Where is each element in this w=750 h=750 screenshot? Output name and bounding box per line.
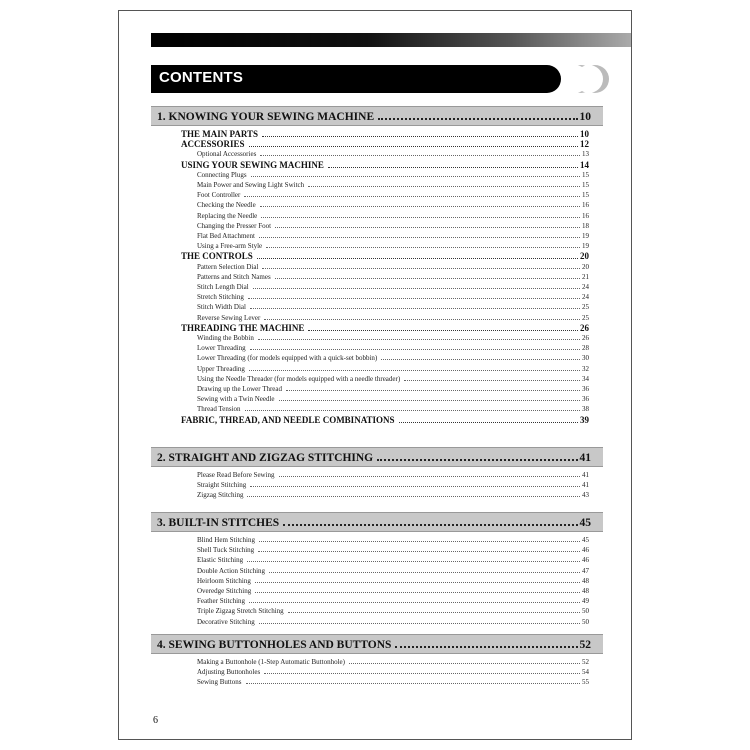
dot-leader xyxy=(264,672,580,674)
toc-entry[interactable] xyxy=(197,676,589,686)
toc-entry-title: Flat Bed Attachment xyxy=(197,232,255,240)
toc-entry-title: Checking the Needle xyxy=(197,201,256,210)
header-bar xyxy=(151,33,631,47)
toc-entry-page: 16 xyxy=(582,201,589,210)
toc-entry-page: 24 xyxy=(582,283,589,291)
toc-entry-title: Straight Stitching xyxy=(197,481,247,490)
toc-entry[interactable] xyxy=(197,393,589,403)
toc-entry[interactable] xyxy=(197,656,589,666)
toc-section-title: 1. KNOWING YOUR SEWING MACHINE xyxy=(157,111,375,123)
toc-entry-page: 41 xyxy=(582,471,589,479)
toc-entry[interactable] xyxy=(197,383,589,393)
toc-entry-title: Main Power and Sewing Light Switch xyxy=(197,181,305,189)
toc-entry-page: 18 xyxy=(582,221,589,230)
toc-chapter-title: THREADING THE MACHINE xyxy=(181,322,305,333)
dot-leader xyxy=(253,287,580,289)
toc-entry-page: 15 xyxy=(582,170,589,179)
toc-chapter-page: 20 xyxy=(580,251,589,262)
toc-entry-page: 36 xyxy=(582,385,589,393)
toc-entry-title: Triple Zigzag Stretch Stitching xyxy=(197,607,284,616)
toc-entry[interactable] xyxy=(197,352,589,362)
dot-leader xyxy=(249,601,580,603)
dot-leader xyxy=(259,236,580,238)
manual-page xyxy=(118,10,632,740)
toc-entry-page: 24 xyxy=(582,293,589,302)
toc-entry-page: 20 xyxy=(582,262,589,271)
dot-leader xyxy=(269,571,580,573)
toc-chapter-title: ACCESSORIES xyxy=(181,139,245,150)
dot-leader xyxy=(266,246,580,248)
dot-leader xyxy=(249,145,578,147)
toc-entry[interactable] xyxy=(197,179,589,189)
toc-entry[interactable] xyxy=(197,291,589,301)
toc-entry-page: 30 xyxy=(582,354,589,363)
toc-chapter-title: FABRIC, THREAD, AND NEEDLE COMBINATIONS xyxy=(181,414,395,425)
dot-leader xyxy=(260,154,580,156)
toc-entry-title: Optional Accessories xyxy=(197,150,257,159)
dot-leader xyxy=(247,495,580,497)
toc-entry[interactable] xyxy=(197,281,589,291)
toc-section-title: 4. SEWING BUTTONHOLES AND BUTTONS xyxy=(157,639,392,651)
toc-entry[interactable] xyxy=(197,595,589,605)
toc-entry-title: Upper Threading xyxy=(197,364,245,373)
toc-section[interactable] xyxy=(157,448,591,464)
toc-entry[interactable] xyxy=(197,373,589,383)
dot-leader xyxy=(260,205,580,207)
toc-entry[interactable] xyxy=(197,210,589,220)
toc-entry[interactable] xyxy=(197,240,589,250)
toc-section[interactable] xyxy=(157,513,591,529)
toc-entry-page: 13 xyxy=(582,150,589,159)
toc-entry-page: 19 xyxy=(582,242,589,251)
toc-entry-title: Heirloom Stitching xyxy=(197,576,251,585)
toc-entry[interactable] xyxy=(197,534,589,544)
toc-entry[interactable] xyxy=(197,271,589,281)
dot-leader xyxy=(275,226,580,228)
toc-entry[interactable] xyxy=(197,342,589,352)
toc-entry-title: Winding the Bobbin xyxy=(197,334,254,342)
toc-entry-title: Please Read Before Sewing xyxy=(197,471,275,479)
toc-section-title: 3. BUILT-IN STITCHES xyxy=(157,517,280,529)
dot-leader xyxy=(378,117,577,120)
page-number: 6 xyxy=(153,715,158,726)
dot-leader xyxy=(264,318,580,320)
toc-entry-title: Zigzag Stitching xyxy=(197,491,244,500)
toc-entry-title: Using a Free-arm Style xyxy=(197,242,263,251)
toc-entry[interactable] xyxy=(197,199,589,209)
toc-entry-title: Connecting Plugs xyxy=(197,170,247,179)
toc-entry-page: 45 xyxy=(582,536,589,544)
toc-entry[interactable] xyxy=(197,479,589,489)
dot-leader xyxy=(279,399,580,401)
toc-entry-title: Blind Hem Stitching xyxy=(197,536,255,544)
toc-entry-page: 52 xyxy=(582,658,589,666)
dot-leader xyxy=(248,297,580,299)
dot-leader xyxy=(381,358,580,360)
toc-entry-page: 21 xyxy=(582,272,589,281)
toc-chapter-page: 10 xyxy=(580,129,589,139)
toc-chapter-page: 39 xyxy=(580,414,589,425)
toc-entry[interactable] xyxy=(197,332,589,342)
toc-entry-page: 15 xyxy=(582,181,589,189)
toc-entry-title: Sewing with a Twin Needle xyxy=(197,395,275,404)
toc-section[interactable] xyxy=(157,635,591,651)
toc-entry-title: Reverse Sewing Lever xyxy=(197,313,261,322)
toc-entry-page: 50 xyxy=(582,617,589,626)
toc-entry[interactable] xyxy=(197,148,589,158)
toc-entry-page: 49 xyxy=(582,597,589,606)
toc-entry[interactable] xyxy=(197,469,589,479)
toc-entry-title: Stitch Length Dial xyxy=(197,283,249,291)
toc-entry-page: 28 xyxy=(582,344,589,353)
toc-entry-page: 47 xyxy=(582,566,589,575)
toc-entry-title: Stitch Width Dial xyxy=(197,303,246,312)
dot-leader xyxy=(251,175,580,177)
toc-entry[interactable] xyxy=(197,554,589,564)
dot-leader xyxy=(257,257,578,259)
toc-chapter-page: 26 xyxy=(580,322,589,333)
dot-leader xyxy=(261,216,580,218)
toc-entry-title: Lower Threading (for models equipped with a quick-set bobbin) xyxy=(197,354,378,363)
toc-entry-page: 26 xyxy=(582,334,589,342)
toc-chapter-title: USING YOUR SEWING MACHINE xyxy=(181,159,324,170)
dot-leader xyxy=(250,485,580,487)
dot-leader xyxy=(255,591,580,593)
toc-entry[interactable] xyxy=(197,230,589,240)
dot-leader xyxy=(258,338,580,340)
dot-leader xyxy=(250,348,580,350)
toc-entry[interactable] xyxy=(197,565,589,575)
toc-entry-title: Making a Buttonhole (1-Step Automatic Buttonhole) xyxy=(197,658,345,666)
toc-entry-title: Shell Tuck Stitching xyxy=(197,546,255,555)
dot-leader xyxy=(255,581,580,583)
toc-entry-page: 48 xyxy=(582,576,589,585)
toc-entry-title: Thread Tension xyxy=(197,405,241,414)
toc-entry[interactable] xyxy=(197,169,589,179)
toc-entry-page: 43 xyxy=(582,491,589,500)
toc-section-title: 2. STRAIGHT AND ZIGZAG STITCHING xyxy=(157,452,374,464)
page-title: CONTENTS xyxy=(159,69,244,86)
toc-entry-title: Sewing Buttons xyxy=(197,678,242,687)
dot-leader xyxy=(262,135,578,137)
toc-entry[interactable] xyxy=(197,616,589,626)
toc-entry-title: Stretch Stitching xyxy=(197,293,244,302)
toc-entry-page: 36 xyxy=(582,395,589,404)
toc-entry-page: 46 xyxy=(582,556,589,565)
dot-leader xyxy=(249,369,580,371)
toc-chapter-title: THE MAIN PARTS xyxy=(181,129,259,139)
toc-entry-title: Foot Controller xyxy=(197,191,241,200)
dot-leader xyxy=(288,611,580,613)
dot-leader xyxy=(328,166,578,168)
dot-leader xyxy=(262,267,580,269)
toc-section[interactable] xyxy=(157,107,591,123)
toc-entry-page: 55 xyxy=(582,678,589,687)
toc-entry-title: Overedge Stitching xyxy=(197,587,252,595)
toc-chapter[interactable] xyxy=(181,414,589,425)
toc-entry[interactable] xyxy=(197,605,589,615)
toc-entry-page: 41 xyxy=(582,481,589,490)
toc-entry[interactable] xyxy=(197,220,589,230)
dot-leader xyxy=(349,662,580,664)
toc-entry[interactable] xyxy=(197,363,589,373)
toc-entry[interactable] xyxy=(197,312,589,322)
toc-entry[interactable] xyxy=(197,189,589,199)
toc-entry-page: 25 xyxy=(582,303,589,312)
toc-entry[interactable] xyxy=(197,544,589,554)
toc-entry-page: 25 xyxy=(582,313,589,322)
toc-entry-title: Replacing the Needle xyxy=(197,211,258,220)
toc-entry-title: Drawing up the Lower Thread xyxy=(197,385,283,393)
dot-leader xyxy=(258,550,580,552)
toc-entry-page: 46 xyxy=(582,546,589,555)
dot-leader xyxy=(245,409,580,411)
toc-entry[interactable] xyxy=(197,489,589,499)
dot-leader xyxy=(275,277,580,279)
dot-leader xyxy=(286,389,580,391)
toc-entry-page: 32 xyxy=(582,364,589,373)
toc-chapter-page: 14 xyxy=(580,159,589,170)
toc-entry[interactable] xyxy=(197,301,589,311)
toc-entry[interactable] xyxy=(197,666,589,676)
dot-leader xyxy=(244,195,580,197)
toc-entry-title: Lower Threading xyxy=(197,344,246,353)
toc-entry-page: 15 xyxy=(582,191,589,200)
dot-leader xyxy=(259,540,580,542)
toc-chapter-title: THE CONTROLS xyxy=(181,251,253,262)
toc-entry-title: Decorative Stitching xyxy=(197,617,255,626)
toc-entry-page: 34 xyxy=(582,374,589,383)
toc-entry-title: Adjusting Buttonholes xyxy=(197,668,261,677)
toc-chapter-page: 12 xyxy=(580,139,589,150)
toc-entry-title: Patterns and Stitch Names xyxy=(197,272,271,281)
dot-leader xyxy=(395,645,577,648)
toc-entry-page: 38 xyxy=(582,405,589,414)
toc-entry-page: 48 xyxy=(582,587,589,595)
dot-leader xyxy=(308,329,578,331)
toc-entry-page: 54 xyxy=(582,668,589,677)
dot-leader xyxy=(246,682,580,684)
toc-entry[interactable] xyxy=(197,585,589,595)
toc-section-page: 10 xyxy=(579,111,591,123)
toc-section-page: 41 xyxy=(579,452,591,464)
dot-leader xyxy=(247,560,580,562)
toc-entry-title: Feather Stitching xyxy=(197,597,246,606)
dot-leader xyxy=(283,523,577,526)
toc-entry-page: 19 xyxy=(582,232,589,240)
dot-leader xyxy=(404,379,580,381)
toc-entry-page: 50 xyxy=(582,607,589,616)
toc-section-page: 45 xyxy=(579,517,591,529)
toc-entry-page: 16 xyxy=(582,211,589,220)
toc-entry[interactable] xyxy=(197,575,589,585)
toc-entry-title: Changing the Presser Foot xyxy=(197,221,272,230)
toc-entry[interactable] xyxy=(197,403,589,413)
toc-section-page: 52 xyxy=(579,639,591,651)
toc-entry-title: Elastic Stitching xyxy=(197,556,244,565)
dot-leader xyxy=(377,458,577,461)
dot-leader xyxy=(279,475,580,477)
toc-entry-title: Double Action Stitching xyxy=(197,566,266,575)
crescent-decoration xyxy=(581,65,609,93)
toc-entry-title: Pattern Selection Dial xyxy=(197,262,259,271)
dot-leader xyxy=(259,622,580,624)
dot-leader xyxy=(308,185,580,187)
toc-entry-title: Using the Needle Threader (for models equipped with a needle threader) xyxy=(197,374,401,383)
dot-leader xyxy=(399,421,578,423)
dot-leader xyxy=(250,307,580,309)
toc-entry[interactable] xyxy=(197,261,589,271)
